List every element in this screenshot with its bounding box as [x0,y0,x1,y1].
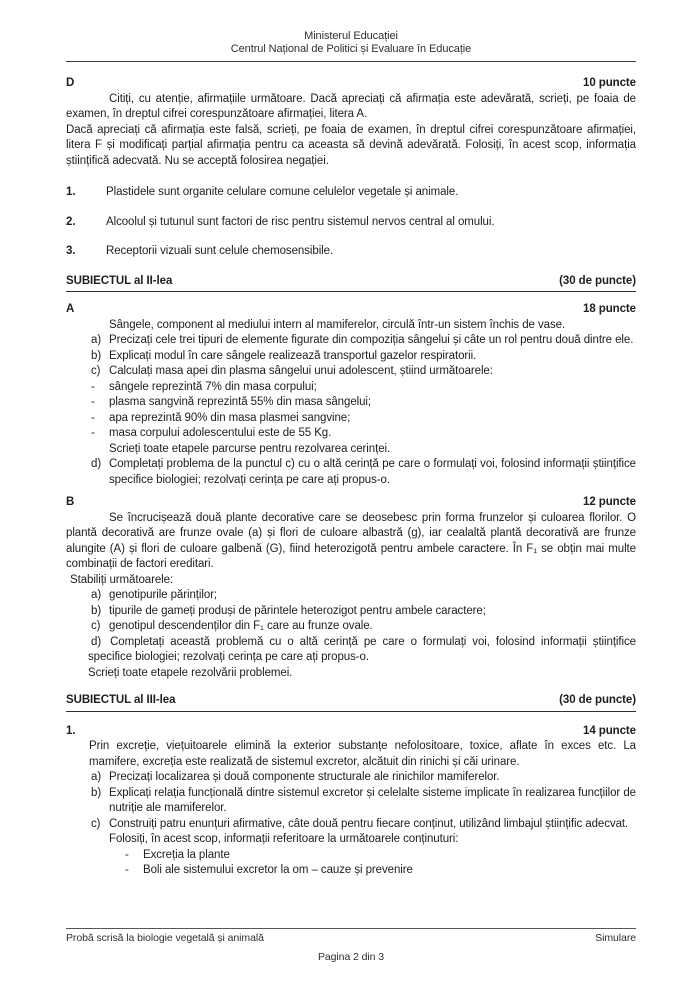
part-b-item-d-text: Completați această problemă cu o altă cerință pe care o formulați voi, folosind informații științifice specifice biologiei; rezolvați cerința pe care ați propus-o. [88,635,636,663]
part-a-item-d [66,457,636,488]
statement-2 [66,215,636,231]
dash-bullet: - [125,864,129,876]
part-a-dash-2-text: plasma sangvină reprezintă 55% din masa sângelui; [109,396,372,408]
part-b-note: Scrieți toate etapele rezolvării problemei. [88,666,293,679]
part-d-instructions-2: Dacă apreciați că afirmația este falsă, scrieți, pe foaia de examen, în dreptul cifrei corespunzătoare afirmației, litera F și modificați parțial afirmația pentru ca aceasta să devină adevărată. Folosiți, în acest scop, informația științifică adecvată. Nu se acceptă folosirea negației. [66,123,636,167]
question-1-item-a-label: a) [91,771,102,783]
part-a-heading [66,302,636,318]
part-b-item-d [88,635,636,666]
question-1-item-b-text: Explicați relația funcțională dintre sistemul excretor și celelalte sisteme implicate în realizarea funcțiilor de nutriție ale mamiferelor. [109,786,636,814]
part-b-stabiliti: Stabiliți următoarele: [70,573,174,586]
part-a-dash-2 [66,395,636,411]
part-b-item-a-text: genotipurile părinților; [109,589,218,601]
part-a-label: A [66,303,75,315]
question-1-item-b [66,786,636,817]
part-a-item-a-label: a) [91,334,102,346]
question-1-folositi: Folosiți, în acest scop, informații referitoare la următoarele conținuturi: [109,833,459,845]
question-1-points: 14 puncte [583,724,636,737]
part-b-item-c-label: c) [91,620,101,632]
subject-2-points: (30 de puncte) [559,274,636,287]
page-footer [66,928,636,964]
part-a-intro: Sângele, component al mediului intern al mamiferelor, circulă într-un sistem închis de vase. [109,318,566,331]
question-1-item-c [66,817,636,833]
statement-2-number: 2. [66,215,76,228]
part-d-points: 10 puncte [583,77,636,89]
footer-exam-type: Simulare [595,932,636,944]
part-d-heading [66,76,636,92]
part-b-item-b [66,604,636,620]
part-b-item-d-label: d) [91,635,102,648]
part-b-item-c [66,619,636,635]
part-a-item-c [66,364,636,380]
question-1-dash-1-text: Excreția la plante [143,848,230,861]
statement-3-number: 3. [66,245,76,257]
subject-2-title: SUBIECTUL al II-lea [66,274,173,287]
part-a-dash-4-text: masa corpului adolescentului este de 55 Kg. [109,427,332,439]
part-b-intro: Se încrucișează două plante decorative care se deosebesc prin forma frunzelor și culoarea florilor. O plantă decorativă are frunze ovale (a) și flori de culoare albastră (g), iar cealaltă plantă decorativă are frunze alungite (A) și flori de culoare galbenă (G), fiind heterozigotă pentru ambele caractere. În F₁ se obțin mai multe combinații de factori ereditari. [66,511,636,570]
part-a-item-c-text: Calculați masa apei din plasma sângelui unui adolescent, știind următoarele: [109,365,493,377]
dash-bullet: - [91,427,95,439]
question-1-dash-2 [66,863,636,879]
dash-bullet: - [91,380,95,393]
part-b-label: B [66,496,75,508]
statement-2-text: Alcoolul și tutunul sunt factori de risc pentru sistemul nervos central al omului. [106,215,495,228]
subject-3-points: (30 de puncte) [559,694,636,706]
center-name: Centrul Național de Politici și Evaluare în Educație [230,43,472,55]
document-header [66,30,636,62]
part-a-dash-3-text: apa reprezintă 90% din masa plasmei sangvine; [109,411,351,424]
part-a-item-b-label: b) [91,349,102,362]
subject-2-heading [66,274,636,293]
part-a-dash-1 [66,380,636,396]
part-a-item-b [66,349,636,365]
statement-3 [66,244,636,260]
footer-row [66,929,636,945]
question-1-item-a [66,770,636,786]
part-d-label: D [66,77,75,89]
subject-3-heading [66,693,636,712]
dash-bullet: - [91,396,95,408]
question-1-item-c-text: Construiți patru enunțuri afirmative, câte două pentru fiecare conținut, utilizând limbajul științific adecvat. [109,817,629,830]
part-a-item-d-label: d) [91,458,102,470]
question-1-item-a-text: Precizați localizarea și două componente structurale ale rinichilor mamiferelor. [109,771,500,783]
part-d-instructions-1: Citiți, cu atenție, afirmațiile următoare. Dacă apreciați că afirmația este adevărată, scrieți, pe foaia de examen, în dreptul cifrei corespunzătoare afirmației, litera A. [66,92,636,120]
part-a-note: Scrieți toate etapele parcurse pentru rezolvarea cerinței. [109,442,391,455]
part-b-item-c-text: genotipul descendenților din F₁ care au frunze ovale. [109,620,373,632]
question-1-item-b-label: b) [91,786,102,799]
part-b-item-b-text: tipurile de gameți produși de părintele heterozigot pentru ambele caractere; [109,604,486,617]
part-a-item-c-label: c) [91,365,101,377]
part-b-item-b-label: b) [91,604,102,617]
question-1-intro: Prin excreție, viețuitoarele elimină la exterior substanțe nefolositoare, toxice, aflate în exces etc. La mamifere, excreția este realizată de sistemul excretor, alcătuit din rinichi și căi urinare. [89,740,636,768]
dash-bullet: - [125,848,129,861]
question-1-heading [66,724,636,740]
ministry-name: Ministerul Educației [304,30,398,42]
part-a-item-a-text: Precizați cele trei tipuri de elemente figurate din compoziția sângelui și câte un rol pentru două dintre ele. [109,334,634,346]
question-1-item-c-label: c) [91,817,101,830]
subject-3-title: SUBIECTUL al III-lea [66,694,176,706]
part-a-item-b-text: Explicați modul în care sângele realizează transportul gazelor respiratorii. [109,349,477,362]
part-b-heading [66,495,636,511]
part-a-dash-3 [66,411,636,427]
part-a-item-a [66,333,636,349]
dash-bullet: - [91,411,95,424]
part-a-item-d-text: Completați problema de la punctul c) cu o altă cerință pe care o formulați voi, folosind informații științifice specifice biologiei; rezolvați cerința pe care ați propus-o. [109,458,636,486]
question-1-dash-2-text: Boli ale sistemului excretor la om – cauze și prevenire [143,864,413,876]
statement-1-number: 1. [66,186,76,198]
statement-3-text: Receptorii vizuali sunt celule chemosensibile. [106,245,334,257]
question-1-dash-1 [66,848,636,864]
statement-1-text: Plastidele sunt organite celulare comune celulelor vegetale și animale. [106,186,459,198]
part-a-dash-4 [66,426,636,442]
part-a-points: 18 puncte [583,303,636,315]
part-a-dash-1-text: sângele reprezintă 7% din masa corpului; [109,380,317,393]
part-b-item-a-label: a) [91,589,102,601]
part-b-points: 12 puncte [583,496,636,508]
question-1-number: 1. [66,724,76,737]
footer-exam-name: Probă scrisă la biologie vegetală și animală [66,932,264,944]
statement-1 [66,185,636,201]
part-b-item-a [66,588,636,604]
footer-page-number: Pagina 2 din 3 [317,951,385,963]
